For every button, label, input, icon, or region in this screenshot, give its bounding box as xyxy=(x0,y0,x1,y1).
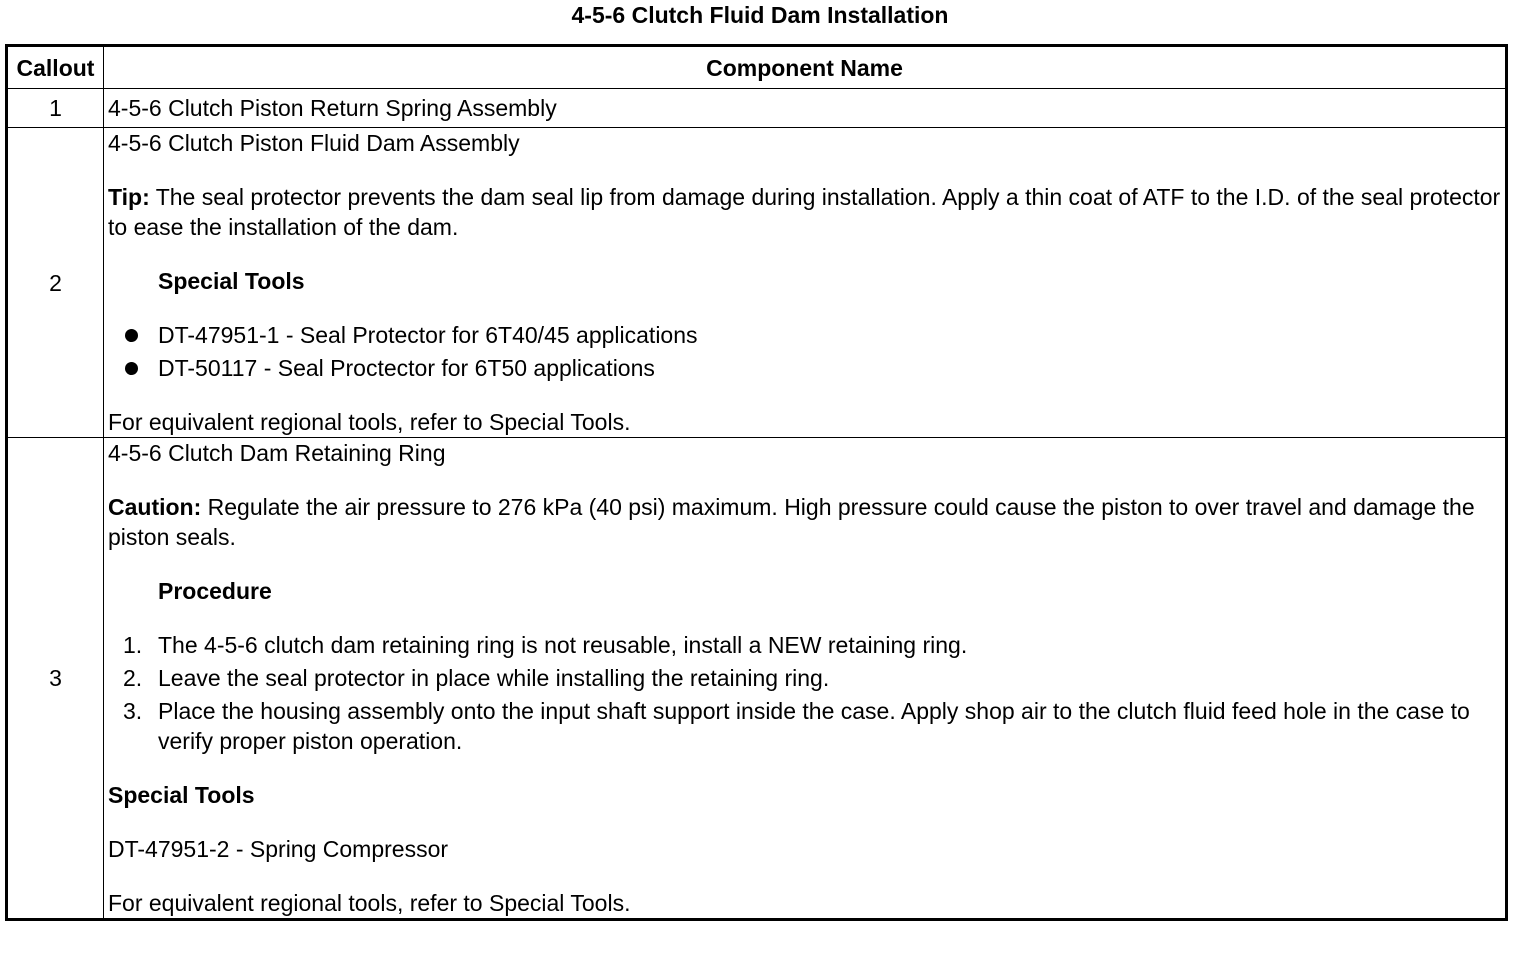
component-details xyxy=(104,438,1507,920)
list-item xyxy=(123,630,1501,660)
list-item xyxy=(123,663,1501,693)
callout-number: 1 xyxy=(7,89,104,128)
callout-number: 3 xyxy=(7,438,104,920)
step-text: The 4-5-6 clutch dam retaining ring is not reusable, install a NEW retaining ring. xyxy=(158,632,968,658)
list-item xyxy=(158,353,1501,383)
table-row xyxy=(7,128,1507,438)
component-details xyxy=(104,128,1507,438)
page-title: 4-5-6 Clutch Fluid Dam Installation xyxy=(571,2,949,28)
component-table xyxy=(5,44,1508,921)
tool-text: DT-50117 - Seal Proctector for 6T50 applications xyxy=(158,355,655,381)
step-number: 2. xyxy=(123,665,143,691)
step-text: Leave the seal protector in place while installing the retaining ring. xyxy=(158,665,830,691)
callout-column-header: Callout xyxy=(7,46,104,89)
procedure-heading: Procedure xyxy=(158,578,272,604)
component-name-column-header: Component Name xyxy=(104,46,1507,89)
tip-note xyxy=(108,182,1501,242)
component-name: 4-5-6 Clutch Piston Fluid Dam Assembly xyxy=(108,130,520,156)
table-row xyxy=(7,89,1507,128)
bullet-icon xyxy=(125,329,138,342)
regional-tools-note: For equivalent regional tools, refer to Special Tools. xyxy=(108,890,631,916)
callout-number: 2 xyxy=(7,128,104,438)
caution-label: Caution: xyxy=(108,494,202,520)
table-header-row xyxy=(7,46,1507,89)
tool-text: DT-47951-1 - Seal Protector for 6T40/45 applications xyxy=(158,322,698,348)
step-text: Place the housing assembly onto the input shaft support inside the case. Apply shop air to the clutch fluid feed hole in the case to verify proper piston operation. xyxy=(158,698,1470,754)
special-tools-heading: Special Tools xyxy=(108,782,255,808)
special-tools-heading: Special Tools xyxy=(158,268,305,294)
regional-tools-note: For equivalent regional tools, refer to Special Tools. xyxy=(108,409,631,435)
list-item xyxy=(158,320,1501,350)
step-number: 1. xyxy=(123,632,143,658)
list-item xyxy=(123,696,1501,756)
caution-note xyxy=(108,492,1501,552)
tool-text: DT-47951-2 - Spring Compressor xyxy=(108,836,449,862)
tip-text: The seal protector prevents the dam seal lip from damage during installation. Apply a thin coat of ATF to the I.D. of the seal protector to ease the installation of the dam. xyxy=(108,184,1501,240)
caution-text: Regulate the air pressure to 276 kPa (40 psi) maximum. High pressure could cause the piston to over travel and damage the piston seals. xyxy=(108,494,1475,550)
table-row xyxy=(7,438,1507,920)
procedure-steps xyxy=(108,630,1501,756)
special-tools-list xyxy=(108,320,1501,383)
step-number: 3. xyxy=(123,698,143,724)
component-name: 4-5-6 Clutch Piston Return Spring Assembly xyxy=(104,89,1507,128)
bullet-icon xyxy=(125,362,138,375)
tip-label: Tip: xyxy=(108,184,150,210)
component-name: 4-5-6 Clutch Dam Retaining Ring xyxy=(108,440,446,466)
